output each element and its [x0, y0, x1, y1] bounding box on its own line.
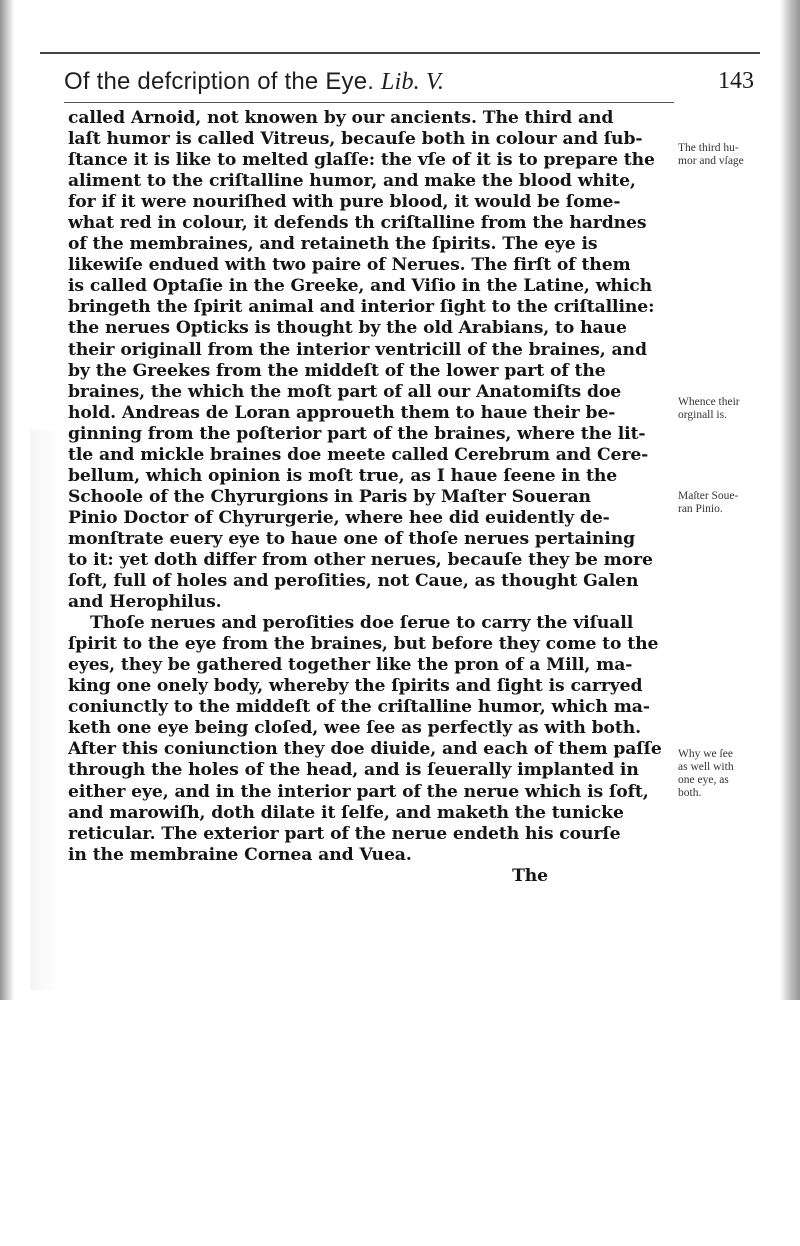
text-line: likewiſe endued with two paire of Nerues. The firſt of them	[68, 255, 631, 276]
book-label: Lib. V.	[381, 69, 445, 95]
marginal-note-line: both.	[678, 787, 702, 799]
text-line: for if it were nouriſhed with pure blood, it would be ſome-	[68, 192, 621, 213]
text-line: in the membraine Cornea and Vuea.	[68, 844, 412, 865]
text-line: eyes, they be gathered together like the pron of a Mill, ma-	[68, 655, 633, 676]
marginal-note-origin	[678, 396, 788, 422]
marginal-note-line: one eye, as	[678, 774, 729, 786]
marginal-note-why-we-see	[678, 748, 788, 800]
running-title	[64, 68, 444, 96]
text-line: Pinio Doctor of Chyrurgerie, where hee did euidently de-	[68, 507, 610, 528]
page-number: 143	[718, 68, 754, 94]
text-line: ginning from the poſterior part of the braines, where the lit-	[68, 423, 646, 444]
page-header	[64, 60, 754, 100]
marginal-note-line: ran Pinio.	[678, 503, 723, 515]
text-line: ſtance it is like to melted glaſſe: the vſe of it is to prepare the	[68, 150, 655, 171]
text-line: the nerues Opticks is thought by the old Arabians, to haue	[68, 318, 627, 339]
catchword: The	[512, 865, 548, 886]
text-line: Schoole of the Chyrurgions in Paris by Maſter Soueran	[68, 486, 591, 507]
text-line: and Herophilus.	[68, 592, 222, 613]
text-line: bringeth the ſpirit animal and interior ſight to the criſtalline:	[68, 297, 655, 318]
marginal-note-line: as well with	[678, 761, 734, 773]
text-line: ſpirit to the eye from the braines, but before they come to the	[68, 634, 659, 655]
text-line: coniunctly to the middeſt of the criſtalline humor, which ma-	[68, 697, 650, 718]
text-line: their originall from the interior ventricill of the braines, and	[68, 339, 647, 360]
body-text	[68, 108, 668, 887]
marginal-note-line: The third hu-	[678, 142, 739, 154]
text-line: either eye, and in the interior part of the nerue which is ſoft,	[68, 781, 649, 802]
header-rule	[64, 102, 674, 103]
text-line: After this coniunction they doe diuide, and each of them paſſe	[68, 739, 662, 760]
marginal-note-line: Why we ſee	[678, 748, 733, 760]
marginal-note-line: Whence their	[678, 396, 740, 408]
text-line: king one onely body, whereby the ſpirits and ſight is carryed	[68, 676, 643, 697]
marginal-note-line: mor and vſage	[678, 155, 744, 167]
text-line: braines, the which the moſt part of all our Anatomiſts doe	[68, 381, 622, 402]
text-line: aliment to the criſtalline humor, and make the blood white,	[68, 171, 636, 192]
text-line: called Arnoid, not knowen by our ancients. The third and	[68, 108, 614, 128]
text-line: ſoft, full of holes and peroſities, not Caue, as thought Galen	[68, 571, 639, 592]
marginal-note-third-humor	[678, 142, 788, 168]
page-gutter-shadow-left	[0, 0, 14, 1000]
text-line: hold. Andreas de Loran approueth them to haue their be-	[68, 402, 616, 423]
text-line: and marowiſh, doth dilate it ſelfe, and maketh the tunicke	[68, 802, 624, 823]
text-line: of the membraines, and retaineth the ſpirits. The eye is	[68, 234, 598, 255]
text-line: to it: yet doth differ from other nerues, becauſe they be more	[68, 549, 653, 570]
text-line: tle and mickle braines doe meete called Cerebrum and Cere-	[68, 444, 649, 465]
text-line: reticular. The exterior part of the nerue endeth his courſe	[68, 823, 621, 844]
ink-bleed-margin	[30, 430, 60, 990]
top-rule	[40, 52, 760, 54]
text-line: is called Optaſie in the Greeke, and Viſio in the Latine, which	[68, 276, 652, 297]
marginal-note-soueran	[678, 490, 788, 516]
marginal-note-line: Maſter Soue-	[678, 490, 739, 502]
text-line: keth one eye being cloſed, wee ſee as perfectly as with both.	[68, 718, 642, 739]
text-line-paragraph-start: Thoſe nerues and peroſities doe ſerue to carry the viſuall	[90, 613, 634, 634]
marginal-note-line: orginall is.	[678, 409, 727, 421]
text-line: monſtrate euery eye to haue one of thoſe nerues pertaining	[68, 528, 636, 549]
text-line: bellum, which opinion is moſt true, as I haue ſeene in the	[68, 465, 618, 486]
text-line: laſt humor is called Vitreus, becauſe both in colour and ſub-	[68, 129, 643, 150]
running-title-text: Of the defcription of the Eye.	[64, 68, 375, 95]
text-line: by the Greekes from the middeſt of the lower part of the	[68, 360, 606, 381]
text-line: what red in colour, it defends th criſtalline from the hardnes	[68, 213, 647, 234]
text-line: through the holes of the head, and is ſeuerally implanted in	[68, 760, 639, 781]
